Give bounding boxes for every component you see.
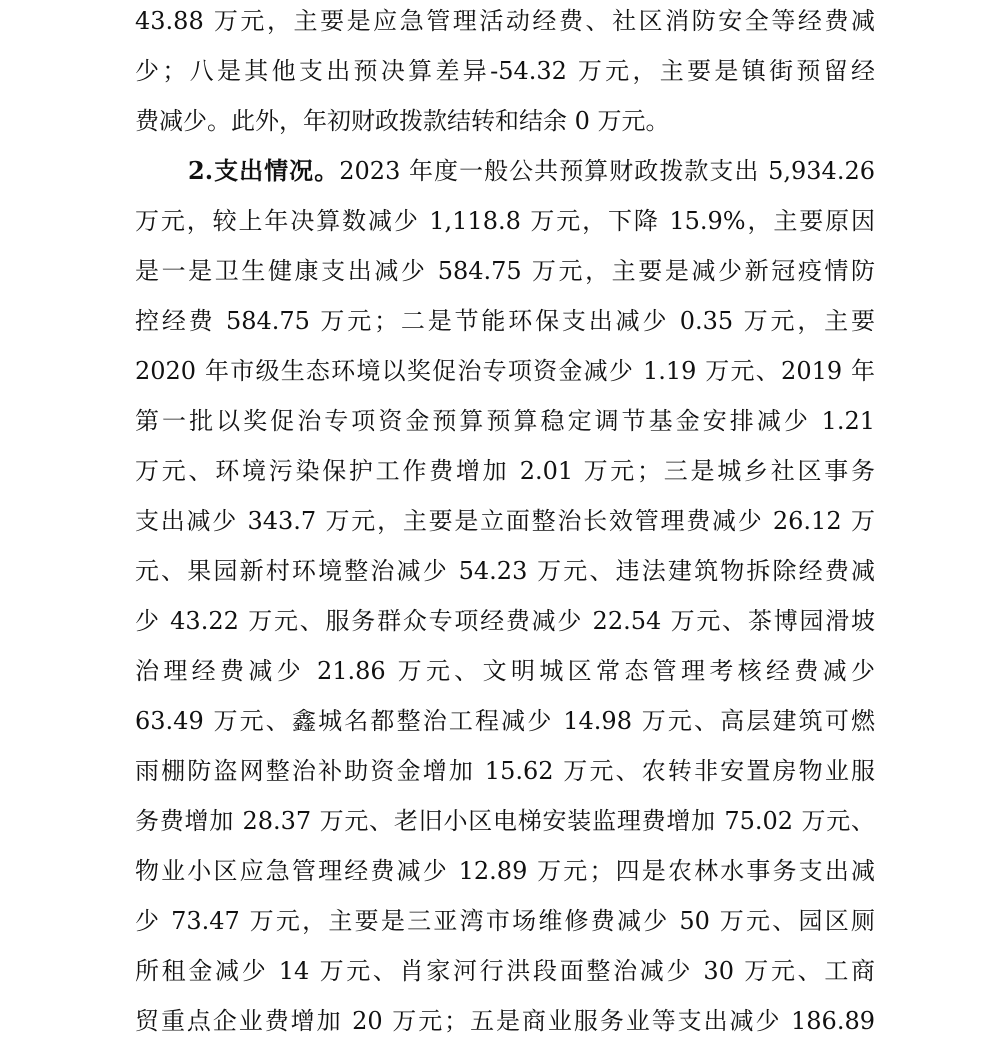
text-line: 第一批以奖促治专项资金预算预算稳定调节基金安排减少 1.21 [135, 407, 875, 435]
text-line: 2023 年度一般公共预算财政拨款支出 5,934.26 [339, 157, 875, 185]
text-line: 费减少。此外，年初财政拨款结转和结余 0 万元。 [135, 107, 670, 135]
text-line: 少 73.47 万元，主要是三亚湾市场维修费减少 50 万元、园区厕 [135, 907, 875, 935]
section-heading: 2.支出情况。 [188, 156, 340, 185]
text-line: 务费增加 28.37 万元、老旧小区电梯安装监理费增加 75.02 万元、 [135, 807, 875, 835]
text-line: 少；八是其他支出预决算差异-54.32 万元，主要是镇街预留经 [135, 57, 875, 85]
text-line: 控经费 584.75 万元；二是节能环保支出减少 0.35 万元，主要 [135, 307, 875, 335]
text-line: 万元、环境污染保护工作费增加 2.01 万元；三是城乡社区事务 [135, 457, 875, 485]
text-line: 少 43.22 万元、服务群众专项经费减少 22.54 万元、茶博园滑坡 [135, 607, 875, 635]
text-line: 2020 年市级生态环境以奖促治专项资金减少 1.19 万元、2019 年 [135, 357, 875, 385]
text-line: 43.88 万元，主要是应急管理活动经费、社区消防安全等经费减 [135, 7, 875, 35]
text-line: 万元，较上年决算数减少 1,118.8 万元，下降 15.9%，主要原因 [135, 207, 875, 235]
text-line: 是一是卫生健康支出减少 584.75 万元，主要是减少新冠疫情防 [135, 257, 875, 285]
text-line: 治理经费减少 21.86 万元、文明城区常态管理考核经费减少 [135, 657, 875, 685]
text-line: 支出减少 343.7 万元，主要是立面整治长效管理费减少 26.12 万 [135, 507, 875, 535]
text-line: 63.49 万元、鑫城名都整治工程减少 14.98 万元、高层建筑可燃 [135, 707, 875, 735]
text-line: 元、果园新村环境整治减少 54.23 万元、违法建筑物拆除经费减 [135, 557, 875, 585]
text-line: 所租金减少 14 万元、肖家河行洪段面整治减少 30 万元、工商 [135, 957, 875, 985]
text-line: 雨棚防盗网整治补助资金增加 15.62 万元、农转非安置房物业服 [135, 757, 875, 785]
text-line: 贸重点企业费增加 20 万元；五是商业服务业等支出减少 186.89 [135, 1007, 875, 1035]
section-first-line [188, 146, 875, 196]
text-line: 物业小区应急管理经费减少 12.89 万元；四是农林水事务支出减 [135, 857, 875, 885]
